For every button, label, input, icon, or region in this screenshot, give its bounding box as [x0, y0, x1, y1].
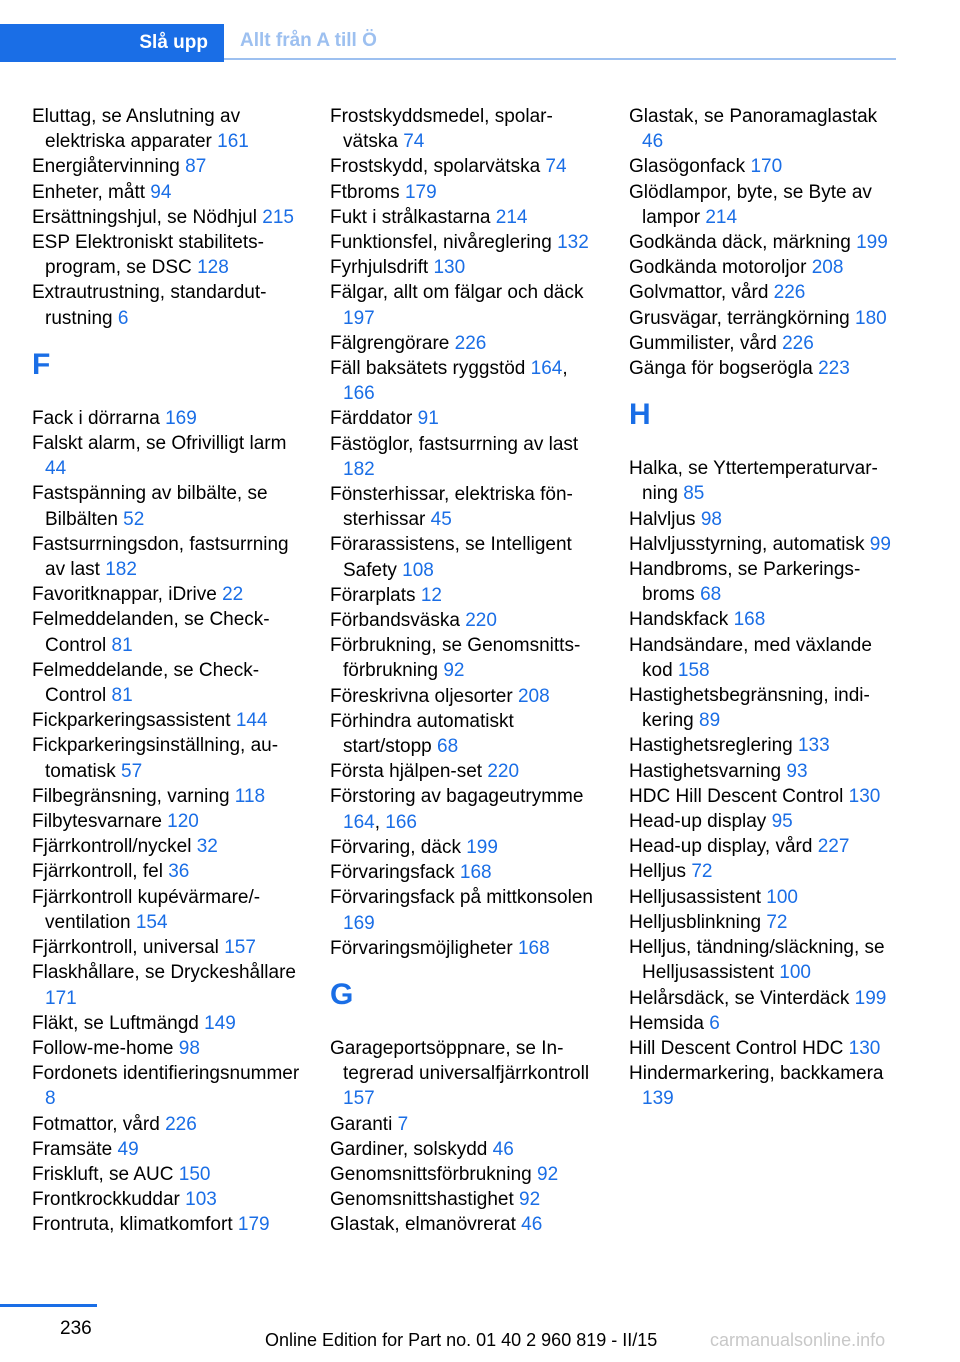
page-link[interactable]: 182 — [343, 458, 375, 480]
index-entry — [629, 154, 897, 179]
entry-text: Fukt i strålkastarna — [330, 206, 491, 228]
entry-text: Förvaringsfack — [330, 862, 455, 884]
index-entry — [32, 154, 300, 179]
entry-text: Framsäte — [32, 1138, 113, 1160]
page-link[interactable]: 100 — [779, 962, 811, 984]
page-link[interactable]: 171 — [45, 987, 77, 1009]
index-entry — [32, 481, 300, 531]
index-entry — [330, 331, 598, 356]
index-entry — [629, 607, 897, 632]
page-link[interactable]: 81 — [111, 634, 133, 656]
index-column-2 — [330, 104, 598, 1238]
index-entry — [629, 280, 897, 305]
index-entry — [330, 860, 598, 885]
index-entry — [330, 154, 598, 179]
page-link[interactable]: 72 — [766, 911, 788, 933]
entry-text: Fjärrkontroll, universal — [32, 937, 219, 959]
index-entry — [629, 456, 897, 506]
entry-text: Genomsnittsförbrukning — [330, 1163, 532, 1185]
section-letter: G — [330, 977, 354, 1011]
index-entry — [32, 1212, 300, 1237]
index-entry — [32, 834, 300, 859]
index-entry — [330, 280, 598, 330]
page-link[interactable]: 199 — [466, 836, 498, 858]
entry-text: Fotmattor, vård — [32, 1113, 160, 1135]
entry-text: Fickparkeringsinställning, automatisk — [32, 735, 279, 782]
entry-text: Head-up display — [629, 811, 767, 833]
index-entry — [32, 1011, 300, 1036]
index-entry — [330, 709, 598, 759]
entry-text: Färddator — [330, 408, 413, 430]
page-link[interactable]: 68 — [437, 736, 459, 758]
page-link[interactable]: 197 — [343, 307, 375, 329]
entry-text: Felmeddelanden, se Check-Control — [32, 609, 270, 656]
index-entry — [629, 784, 897, 809]
entry-text: Fjärrkontroll kupévärmare/-ventilation — [32, 886, 261, 933]
page-link[interactable]: 170 — [750, 156, 783, 178]
entry-text: Flaskhållare, se Dryckeshållare — [32, 962, 296, 984]
page-link[interactable]: 98 — [700, 508, 722, 530]
index-entry — [32, 885, 300, 935]
page-link[interactable]: 6 — [117, 307, 129, 329]
page-link[interactable]: 226 — [773, 282, 806, 304]
index-entry — [330, 608, 598, 633]
section-letter: F — [32, 347, 51, 381]
index-entry — [330, 482, 598, 532]
footer-rule — [0, 1304, 97, 1307]
index-entry — [330, 759, 598, 784]
page-link[interactable]: 52 — [123, 508, 145, 530]
entry-text: Hastighetsvarning — [629, 760, 782, 782]
entry-text: Favoritknappar, iDrive — [32, 584, 217, 606]
index-entry — [32, 960, 300, 1010]
page-link[interactable]: 199 — [856, 232, 888, 254]
watermark: carmanualsonline.info — [710, 1330, 886, 1350]
entry-text: Head-up display, vård — [629, 836, 813, 858]
page-link[interactable]: 46 — [642, 131, 664, 153]
index-entry — [629, 683, 897, 733]
page-link[interactable]: 130 — [848, 785, 881, 807]
entry-text: Fläkt, se Luftmängd — [32, 1012, 199, 1034]
page-link[interactable]: 74 — [545, 156, 567, 178]
entry-text: Helljusblinkning — [629, 911, 762, 933]
index-entry — [32, 230, 300, 280]
index-entry: Förstoring av bagageutrymme 164, 166 — [330, 786, 584, 833]
index-entry — [32, 406, 300, 431]
page-link[interactable]: 149 — [204, 1012, 236, 1034]
entry-text: Enheter, mått — [32, 181, 146, 203]
index-entry — [32, 104, 300, 154]
entry-text: Fyrhjulsdrift — [330, 257, 429, 279]
entry-text: Fälgrengörare — [330, 332, 450, 354]
index-entry — [330, 835, 598, 860]
entry-text: Handskfack — [629, 609, 729, 631]
entry-text: Godkända motoroljor — [629, 257, 807, 279]
index-entry — [330, 180, 598, 205]
page-link[interactable]: 150 — [178, 1163, 211, 1185]
section-letter: H — [629, 398, 651, 432]
index-entry — [32, 607, 300, 657]
page-link[interactable]: 182 — [105, 559, 137, 581]
index-entry — [32, 935, 300, 960]
page-link[interactable]: 92 — [443, 660, 465, 682]
index-entry — [32, 280, 300, 330]
entry-text: Förstoring av bagageutrymme — [330, 786, 584, 808]
entry-text: Friskluft, se AUC — [32, 1163, 174, 1185]
index-entry — [330, 532, 598, 582]
page-link[interactable]: 226 — [782, 332, 814, 354]
entry-text: Gummilister, vård — [629, 332, 777, 354]
page-link[interactable]: 46 — [521, 1214, 543, 1236]
index-entry — [330, 205, 598, 230]
page-link[interactable]: 93 — [786, 760, 808, 782]
page-link[interactable]: 12 — [420, 584, 442, 606]
page-link[interactable]: 169 — [165, 407, 197, 429]
index-entry — [32, 1187, 300, 1212]
page-link[interactable]: 158 — [677, 659, 710, 681]
entry-text: ESP Elektroniskt stabilitetsprogram, se DSC — [32, 232, 264, 279]
page-link[interactable]: 87 — [185, 156, 207, 178]
entry-text: Halvljusstyrning, automatisk — [629, 533, 865, 555]
page-link[interactable]: 6 — [709, 1012, 720, 1034]
entry-text: Funktionsfel, nivåreglering — [330, 232, 552, 254]
entry-text: Golvmattor, vård — [629, 282, 769, 304]
index-entry — [330, 1036, 598, 1112]
index-entry — [330, 936, 598, 961]
index-entry — [330, 583, 598, 608]
index-entry — [629, 885, 897, 910]
index-entry — [629, 356, 897, 381]
page-link[interactable]: 89 — [699, 710, 721, 732]
entry-text: Fjärrkontroll/nyckel — [32, 836, 192, 858]
page-link[interactable]: 161 — [217, 131, 249, 153]
index-entry — [32, 532, 300, 582]
page-link[interactable]: 91 — [417, 408, 439, 430]
page-link[interactable]: 220 — [465, 610, 497, 632]
index-entry — [629, 1011, 897, 1036]
entry-text: Filbytesvarnare — [32, 811, 162, 833]
index-entry — [629, 986, 897, 1011]
page-link[interactable]: 49 — [117, 1138, 139, 1160]
index-entry — [32, 205, 300, 230]
index-entry — [629, 633, 897, 683]
index-entry — [330, 1162, 598, 1187]
entry-text: Extrautrustning, standardutrustning — [32, 282, 267, 329]
page-link[interactable]: 7 — [397, 1113, 409, 1135]
index-entry — [629, 1036, 897, 1061]
index-column-1 — [32, 104, 300, 1238]
page-link[interactable]: 164 — [530, 358, 563, 380]
entry-text: Hastighetsreglering — [629, 735, 793, 757]
index-entry — [32, 733, 300, 783]
page-link[interactable]: 92 — [519, 1189, 541, 1211]
page-link[interactable]: 72 — [691, 861, 713, 883]
index-entry — [32, 859, 300, 884]
index-entry — [629, 935, 897, 985]
index-entry — [629, 104, 897, 154]
entry-text: Helljus, tändning/släckning, se Helljusassistent — [629, 937, 885, 984]
index-entry — [330, 104, 598, 154]
entry-text: Fastsurrningsdon, fastsurrning av last — [32, 533, 289, 581]
entry-text: Hastighetsbegränsning, indikering — [629, 685, 870, 732]
index-entry — [629, 532, 897, 557]
entry-text: Glödlampor, byte, se Byte av lampor — [629, 181, 872, 228]
index-entry — [32, 784, 300, 809]
entry-text: Förvaringsfack på mittkonsolen — [330, 887, 593, 909]
index-entry — [629, 759, 897, 784]
entry-text: Handbroms, se Parkeringsbroms — [629, 559, 861, 606]
page-link[interactable]: 223 — [818, 358, 850, 380]
entry-text: Förbrukning, se Genomsnittsförbrukning — [330, 635, 581, 682]
page-link[interactable]: 46 — [492, 1138, 514, 1160]
index-entry — [330, 432, 598, 482]
index-entry — [32, 1061, 300, 1111]
index-entry — [629, 910, 897, 935]
entry-text: Fästöglor, fastsurrning av last — [330, 433, 579, 455]
index-entry — [32, 1036, 300, 1061]
entry-text: Förarassistens, se Intelligent Safety — [330, 534, 572, 581]
page-link[interactable]: 168 — [459, 862, 492, 884]
entry-text: Garanti — [330, 1113, 393, 1135]
entry-text: Gänga för bogserögla — [629, 358, 813, 380]
page-link[interactable]: 157 — [224, 937, 256, 959]
page-link[interactable]: 139 — [642, 1088, 674, 1110]
index-entry — [330, 230, 598, 255]
index-entry — [330, 633, 598, 683]
index-entry — [32, 180, 300, 205]
page-link[interactable]: 208 — [517, 685, 550, 707]
index-entry — [629, 255, 897, 280]
entry-text: Halvljus — [629, 508, 696, 530]
index-entry — [629, 557, 897, 607]
index-entry — [629, 809, 897, 834]
entry-text: Fack i dörrarna — [32, 407, 160, 429]
page-link[interactable]: 130 — [433, 257, 466, 279]
entry-text: Frontruta, klimatkomfort — [32, 1214, 233, 1236]
entry-text: Fälgar, allt om fälgar och däck — [330, 282, 584, 304]
page-link[interactable]: 169 — [343, 912, 375, 934]
page-link[interactable]: 166 — [343, 383, 375, 405]
index-entry — [629, 733, 897, 758]
tab-a-to-z[interactable]: Allt från A till Ö — [224, 24, 896, 60]
index-entry — [32, 809, 300, 834]
page-link[interactable]: 44 — [45, 458, 67, 480]
page-link[interactable]: 94 — [150, 181, 172, 203]
entry-text: Filbegränsning, varning — [32, 785, 230, 807]
entry-text: Eluttag, se Anslutning av elektriska apparater — [32, 106, 241, 153]
page-link[interactable]: 157 — [343, 1088, 375, 1110]
index-entry — [330, 255, 598, 280]
page-link[interactable]: 103 — [185, 1189, 217, 1211]
index-entry — [32, 658, 300, 708]
entry-text: Frontkrockkuddar — [32, 1189, 180, 1211]
entry-text: Gardiner, solskydd — [330, 1138, 488, 1160]
page-link[interactable]: 98 — [178, 1037, 200, 1059]
entry-text: Frostskyddsmedel, spolarvätska — [330, 106, 553, 153]
page-link[interactable]: 132 — [557, 232, 589, 254]
entry-text: Falskt alarm, se Ofrivilligt larm — [32, 433, 287, 455]
index-entry — [32, 582, 300, 607]
page-link[interactable]: 100 — [766, 886, 798, 908]
entry-text: Glastak, se Panoramaglastak — [629, 106, 878, 127]
index-entry — [32, 1162, 300, 1187]
entry-text: Follow-me-home — [32, 1037, 174, 1059]
entry-text: Ftbroms — [330, 181, 400, 203]
tab-look-up[interactable]: Slå upp — [0, 24, 224, 62]
entry-text: Felmeddelande, se Check-Control — [32, 659, 260, 707]
entry-text: Ersättningshjul, se Nödhjul — [32, 206, 257, 228]
entry-text: Fjärrkontroll, fel — [32, 861, 163, 883]
entry-text: Fönsterhissar, elektriska fönsterhissar — [330, 484, 573, 531]
entry-text: Fastspänning av bilbälte, se Bilbälten — [32, 483, 268, 530]
entry-text: Frostskydd, spolarvätska — [330, 156, 541, 178]
entry-text: Grusvägar, terrängkörning — [629, 307, 850, 329]
entry-text: Förbandsväska — [330, 610, 460, 632]
index-entry — [32, 431, 300, 481]
entry-text: Helljus — [629, 861, 687, 883]
index-column-3 — [629, 104, 897, 1112]
index-entry — [330, 1137, 598, 1162]
page-link[interactable]: 208 — [811, 257, 844, 279]
entry-text: Hindermarkering, backkamera — [629, 1063, 884, 1085]
index-entry — [629, 230, 897, 255]
page-link[interactable]: 180 — [855, 307, 887, 329]
entry-text: Fordonets identifieringsnummer — [32, 1063, 300, 1085]
index-entry — [629, 859, 897, 884]
index-entry — [330, 684, 598, 709]
page-link[interactable]: 118 — [234, 785, 266, 807]
entry-text: Handsändare, med växlande kod — [629, 634, 872, 681]
page-link[interactable]: 226 — [454, 332, 487, 354]
page-link[interactable]: 85 — [683, 483, 705, 505]
page-link[interactable]: 8 — [45, 1088, 56, 1110]
page-link[interactable]: 166 — [385, 811, 417, 833]
page-link[interactable]: 120 — [167, 811, 199, 833]
page-link[interactable]: 81 — [111, 685, 133, 707]
page-link[interactable]: 128 — [197, 257, 229, 279]
page-link[interactable]: 154 — [135, 911, 168, 933]
index-entry — [32, 1137, 300, 1162]
page-link[interactable]: 226 — [165, 1113, 197, 1135]
entry-text: Halka, se Yttertemperaturvarning — [629, 458, 878, 505]
entry-text: Garageportsöppnare, se Integrerad universalfjärrkontroll — [330, 1037, 590, 1085]
page-link[interactable]: 179 — [404, 181, 437, 203]
entry-text: Genomsnittshastighet — [330, 1189, 514, 1211]
index-entry — [330, 1212, 598, 1237]
page-link[interactable]: 144 — [235, 710, 268, 732]
entry-text: Första hjälpen-set — [330, 761, 483, 783]
entry-text: Hill Descent Control HDC — [629, 1037, 844, 1059]
page-link[interactable]: 199 — [854, 987, 887, 1009]
entry-text: Helårsdäck, se Vinterdäck — [629, 987, 850, 1009]
page-link[interactable]: 92 — [537, 1163, 559, 1185]
index-entry — [629, 834, 897, 859]
page-link[interactable]: 45 — [430, 509, 452, 531]
page-link[interactable]: 99 — [869, 533, 891, 555]
entry-text: Hemsida — [629, 1012, 704, 1034]
edition-note: Online Edition for Part no. 01 40 2 960 819 - II/15 — [265, 1330, 658, 1350]
page-link[interactable]: 74 — [403, 131, 425, 153]
index-entry: Fäll baksätets ryggstöd 164, 166 — [330, 358, 568, 405]
page-link[interactable]: 57 — [121, 760, 143, 782]
page-link[interactable]: 95 — [771, 811, 793, 833]
top-navigation — [0, 0, 960, 62]
page-link[interactable]: 227 — [817, 836, 850, 858]
entry-text: Energiåtervinning — [32, 156, 180, 178]
entry-text: Glastak, elmanövrerat — [330, 1214, 516, 1236]
page-number: 236 — [60, 1318, 92, 1339]
page-link[interactable]: 214 — [705, 206, 738, 228]
entry-text: Godkända däck, märkning — [629, 232, 851, 254]
entry-text: Fäll baksätets ryggstöd — [330, 358, 526, 380]
page-link[interactable]: 179 — [237, 1214, 270, 1236]
index-entry — [330, 1112, 598, 1137]
page-link[interactable]: 214 — [495, 206, 528, 228]
entry-text: Fickparkeringsassistent — [32, 710, 231, 732]
index-entry — [629, 1061, 897, 1111]
entry-text: HDC Hill Descent Control — [629, 785, 844, 807]
page-link[interactable]: 32 — [196, 836, 218, 858]
index-entry — [330, 406, 598, 431]
index-entry — [32, 1112, 300, 1137]
index-entry — [629, 331, 897, 356]
index-entry — [629, 507, 897, 532]
page-link[interactable]: 168 — [517, 937, 550, 959]
entry-text: Föreskrivna oljesorter — [330, 685, 513, 707]
index-entry — [32, 708, 300, 733]
page-link[interactable]: 68 — [700, 584, 722, 606]
entry-text: Förarplats — [330, 584, 416, 606]
page-link[interactable]: 168 — [733, 609, 766, 631]
entry-text: Förvaringsmöjligheter — [330, 937, 513, 959]
page-link[interactable]: 164 — [343, 811, 375, 833]
page-link[interactable]: 133 — [797, 735, 830, 757]
index-entry — [330, 1187, 598, 1212]
page-link[interactable]: 215 — [262, 206, 294, 228]
entry-text: Helljusassistent — [629, 886, 761, 908]
page-link[interactable]: 108 — [402, 559, 434, 581]
index-entry — [629, 306, 897, 331]
page-link[interactable]: 22 — [222, 584, 244, 606]
index-entry — [330, 885, 598, 935]
entry-text: Förvaring, däck — [330, 836, 461, 858]
entry-text: Förhindra automatiskt start/stopp — [330, 710, 514, 758]
page-link[interactable]: 36 — [168, 861, 190, 883]
page-link[interactable]: 130 — [848, 1037, 881, 1059]
index-entry — [629, 180, 897, 230]
entry-text: Glasögonfack — [629, 156, 746, 178]
page-link[interactable]: 220 — [487, 761, 520, 783]
